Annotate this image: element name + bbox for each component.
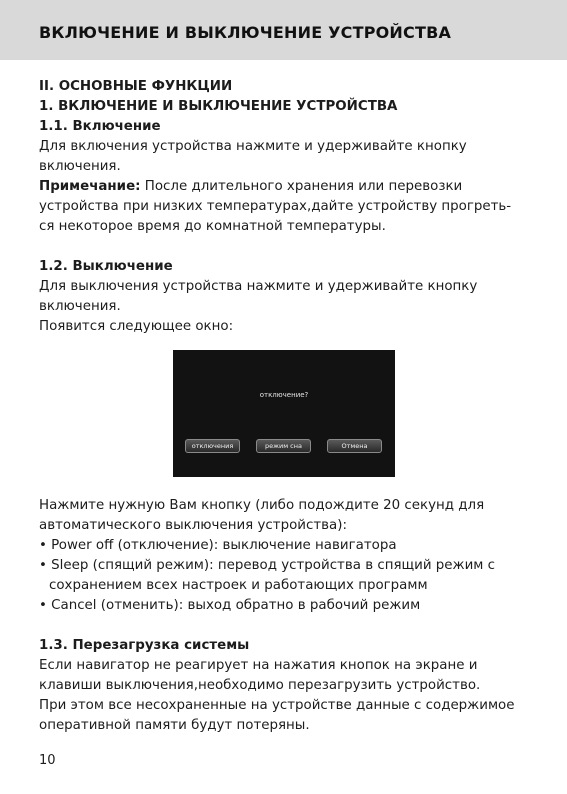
paragraph-line: При этом все несохраненные на устройстве данные с содержимое — [39, 698, 515, 713]
dialog-prompt: отключение? — [259, 391, 309, 399]
note-label: Примечание: — [39, 179, 141, 194]
note-line — [39, 177, 534, 197]
paragraph-line: включения. — [39, 299, 121, 314]
heading-reboot: 1.3. Перезагрузка системы — [39, 638, 250, 653]
power-off-button[interactable]: отключения — [185, 439, 240, 453]
page-number: 10 — [39, 753, 56, 768]
paragraph-line: Если навигатор не реагирует на нажатия кнопок на экране и — [39, 658, 478, 673]
paragraph-line: Для включения устройства нажмите и удерживайте кнопку — [39, 139, 467, 154]
paragraph-line: включения. — [39, 159, 121, 174]
paragraph-line: оперативной памяти будут потеряны. — [39, 718, 310, 733]
list-item: • Power off (отключение): выключение навигатора — [39, 538, 397, 553]
section-title: II. ОСНОВНЫЕ ФУНКЦИИ — [39, 79, 233, 94]
heading-power-off: 1.2. Выключение — [39, 259, 173, 274]
paragraph-line: Появится следующее окно: — [39, 319, 234, 334]
cancel-button[interactable]: Отмена — [327, 439, 382, 453]
heading-power-on: 1.1. Включение — [39, 119, 161, 134]
reboot-text — [39, 636, 534, 736]
main-text — [39, 77, 534, 337]
page-header-title: ВКЛЮЧЕНИЕ И ВЫКЛЮЧЕНИЕ УСТРОЙСТВА — [39, 23, 452, 42]
note-line: устройства при низких температурах,дайте устройству прогреть- — [39, 199, 512, 214]
options-text — [39, 496, 534, 616]
paragraph-line: автоматического выключения устройства): — [39, 518, 347, 533]
note-line: ся некоторое время до комнатной температуры. — [39, 219, 386, 234]
paragraph-line: Нажмите нужную Вам кнопку (либо подождите 20 секунд для — [39, 498, 485, 513]
list-item: • Sleep (спящий режим): перевод устройства в спящий режим с — [39, 558, 496, 573]
section-subtitle: 1. ВКЛЮЧЕНИЕ И ВЫКЛЮЧЕНИЕ УСТРОЙСТВА — [39, 99, 398, 114]
paragraph-line: Для выключения устройства нажмите и удерживайте кнопку — [39, 279, 478, 294]
paragraph-line: клавиши выключения,необходимо перезагрузить устройство. — [39, 678, 481, 693]
sleep-button[interactable]: режим сна — [256, 439, 311, 453]
shutdown-dialog-screenshot — [173, 350, 395, 477]
note-text: После длительного хранения или перевозки — [140, 179, 463, 194]
list-item: • Cancel (отменить): выход обратно в рабочий режим — [39, 598, 421, 613]
list-item-continuation: сохранением всех настроек и работающих программ — [49, 578, 428, 593]
header-band — [0, 0, 567, 60]
